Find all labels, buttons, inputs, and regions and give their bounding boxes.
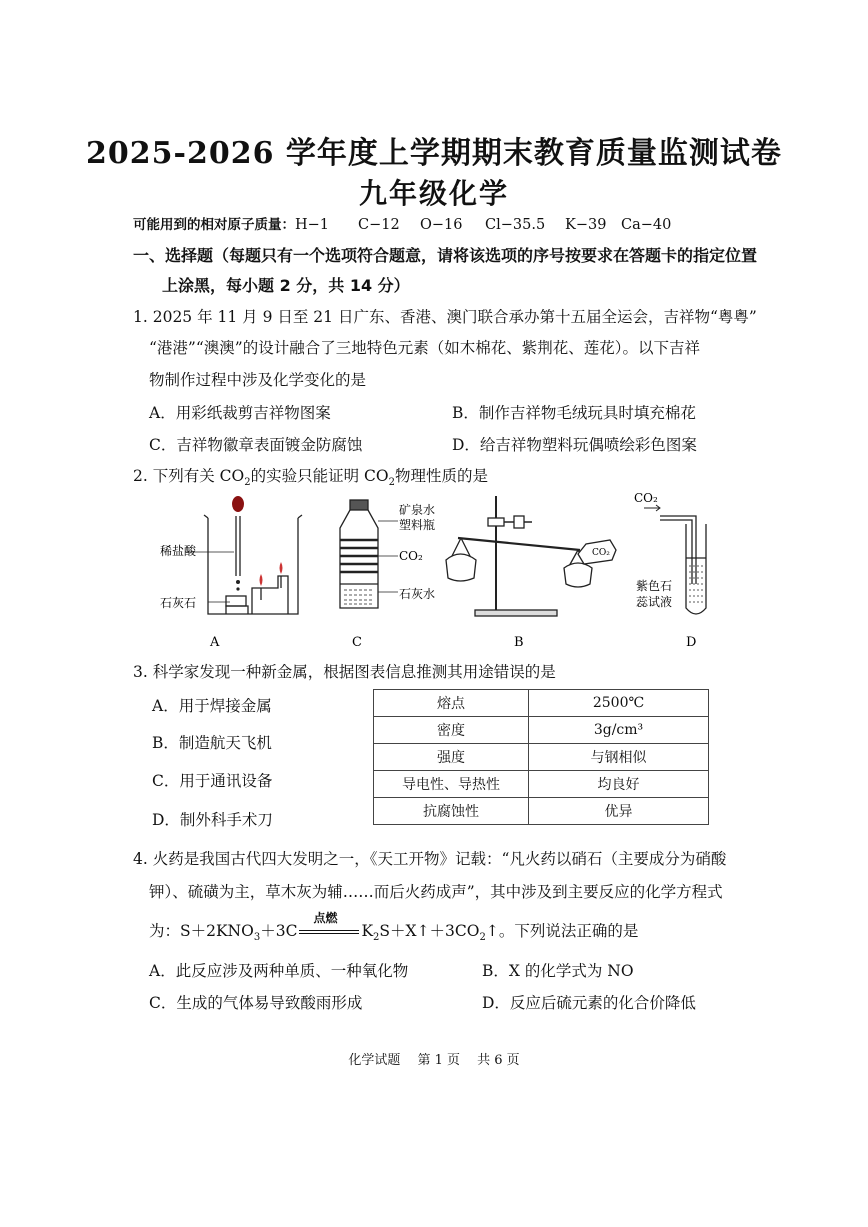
flame-2 [280, 562, 283, 574]
q2-stem-mid: 的实验只能证明 CO [250, 467, 389, 485]
page-footer: 化学试题 第 1 页 共 6 页 [348, 1053, 520, 1068]
q4-stem-line1: 4. 火药是我国古代四大发明之一，《天工开物》记载：“凡火药以硝石（主要成分为硝酸 [133, 850, 727, 868]
eq-mid: ＋3C [260, 922, 298, 940]
q1-option-c[interactable]: C．吉祥物徽章表面镀金防腐蚀 [149, 436, 363, 454]
eq-right2: S＋X↑＋3CO [379, 922, 480, 940]
q1-stem-line1: 1. 2025 年 11 月 9 日至 21 日广东、香港、澳门联合承办第十五届全运会，吉祥物“粤粤” [133, 308, 757, 326]
q1-option-a[interactable]: A．用彩纸裁剪吉祥物图案 [149, 404, 331, 422]
q3-option-d[interactable]: D．制外科手术刀 [152, 811, 273, 829]
section-heading-line2: 上涂黑，每小题 2 分，共 14 分） [162, 276, 410, 295]
q4-option-d[interactable]: D．反应后硫元素的化合价降低 [482, 994, 696, 1012]
table-cell: 强度 [374, 744, 529, 771]
page-title: 2025-2026 学年度上学期期末教育质量监测试卷 [86, 136, 782, 171]
label-co2-c: CO₂ [399, 549, 423, 563]
table-cell: 3g/cm³ [529, 717, 709, 744]
q2-stem-prefix: 2. 下列有关 CO [133, 467, 245, 485]
table-cell: 抗腐蚀性 [374, 798, 529, 825]
eq-sub-3: 3 [253, 932, 261, 944]
apparatus-c [340, 500, 378, 608]
eq-condition: 点燃 [313, 911, 338, 925]
q2-stem-suffix: 物理性质的是 [394, 467, 488, 485]
q3-property-table [373, 689, 709, 825]
label-bottle-2: 塑料瓶 [399, 518, 436, 532]
mass-o: O−16 [420, 217, 463, 233]
label-co2-b: CO₂ [592, 548, 610, 558]
q4-equation [149, 911, 639, 944]
q4-stem-line2: 钾）、硫磺为主，草木灰为辅……而后火药成声”，其中涉及到主要反应的化学方程式 [149, 883, 723, 901]
apparatus-a [204, 515, 302, 614]
page-subtitle: 九年级化学 [358, 177, 509, 210]
table-row [374, 798, 709, 825]
table-row [374, 717, 709, 744]
q3-stem: 3. 科学家发现一种新金属，根据图表信息推测其用途错误的是 [133, 663, 556, 681]
eq-sub-2: 2 [373, 932, 380, 944]
eq-right: K [361, 922, 374, 940]
mass-c: C−12 [358, 217, 400, 233]
q1-option-d[interactable]: D．给吉祥物塑料玩偶喷绘彩色图案 [452, 436, 697, 454]
drop [236, 580, 240, 584]
table-row [374, 771, 709, 798]
dropper-bulb [232, 496, 244, 512]
table-row [374, 744, 709, 771]
mass-ca: Ca−40 [621, 217, 672, 233]
flame-1 [260, 574, 263, 586]
q1-stem-line3: 物制作过程中涉及化学变化的是 [149, 371, 367, 389]
q2-sub: 2 [244, 477, 251, 489]
section-heading-line1: 一、选择题（每题只有一个选项符合题意，请将该选项的序号按要求在答题卡的指定位置 [133, 246, 758, 265]
atomic-masses-label: 可能用到的相对原子质量： [133, 217, 295, 233]
label-limewater: 石灰水 [399, 587, 436, 601]
mass-k: K−39 [565, 217, 607, 233]
eq-suffix: ↑。下列说法正确的是 [485, 922, 639, 940]
eq-arrow [297, 911, 361, 939]
label-stone: 石灰石 [160, 596, 197, 610]
apparatus-b [446, 496, 616, 616]
eq-sub-2b: 2 [479, 932, 486, 944]
q4-option-b[interactable]: B．X 的化学式为 NO [482, 962, 634, 980]
q3-option-b[interactable]: B．制造航天飞机 [152, 734, 272, 752]
label-litmus-2: 蕊试液 [636, 595, 673, 609]
table-cell: 密度 [374, 717, 529, 744]
caption-c: C [352, 635, 362, 650]
caption-d: D [686, 635, 697, 650]
label-bottle-1: 矿泉水 [399, 503, 436, 517]
caption-b: B [514, 635, 524, 650]
q2-figure [140, 488, 740, 653]
atomic-masses [133, 213, 671, 233]
table-cell: 均良好 [529, 771, 709, 798]
table-cell: 熔点 [374, 690, 529, 717]
q2-stem [133, 464, 488, 488]
label-co2-d: CO₂ [634, 491, 658, 505]
q3-option-c[interactable]: C．用于通讯设备 [152, 772, 273, 790]
table-cell: 与钢相似 [529, 744, 709, 771]
eq-prefix: 为：S＋2KNO [149, 922, 254, 940]
q1-stem-line2: “港港”“澳澳”的设计融合了三地特色元素（如木棉花、紫荆花、莲花）。以下吉祥 [149, 339, 700, 357]
table-cell: 优异 [529, 798, 709, 825]
table-cell: 导电性、导热性 [374, 771, 529, 798]
caption-a: A [210, 635, 220, 650]
q4-option-c[interactable]: C．生成的气体易导致酸雨形成 [149, 994, 363, 1012]
q4-option-a[interactable]: A．此反应涉及两种单质、一种氧化物 [149, 962, 409, 980]
q3-option-a[interactable]: A．用于焊接金属 [152, 697, 272, 715]
mass-cl: Cl−35.5 [485, 217, 546, 233]
label-litmus-1: 紫色石 [636, 579, 673, 593]
table-row [374, 690, 709, 717]
mass-h: H−1 [295, 217, 330, 233]
label-acid: 稀盐酸 [160, 544, 197, 558]
table-cell: 2500℃ [529, 690, 709, 717]
q2-sub-2: 2 [388, 477, 395, 489]
q1-option-b[interactable]: B．制作吉祥物毛绒玩具时填充棉花 [452, 404, 696, 422]
